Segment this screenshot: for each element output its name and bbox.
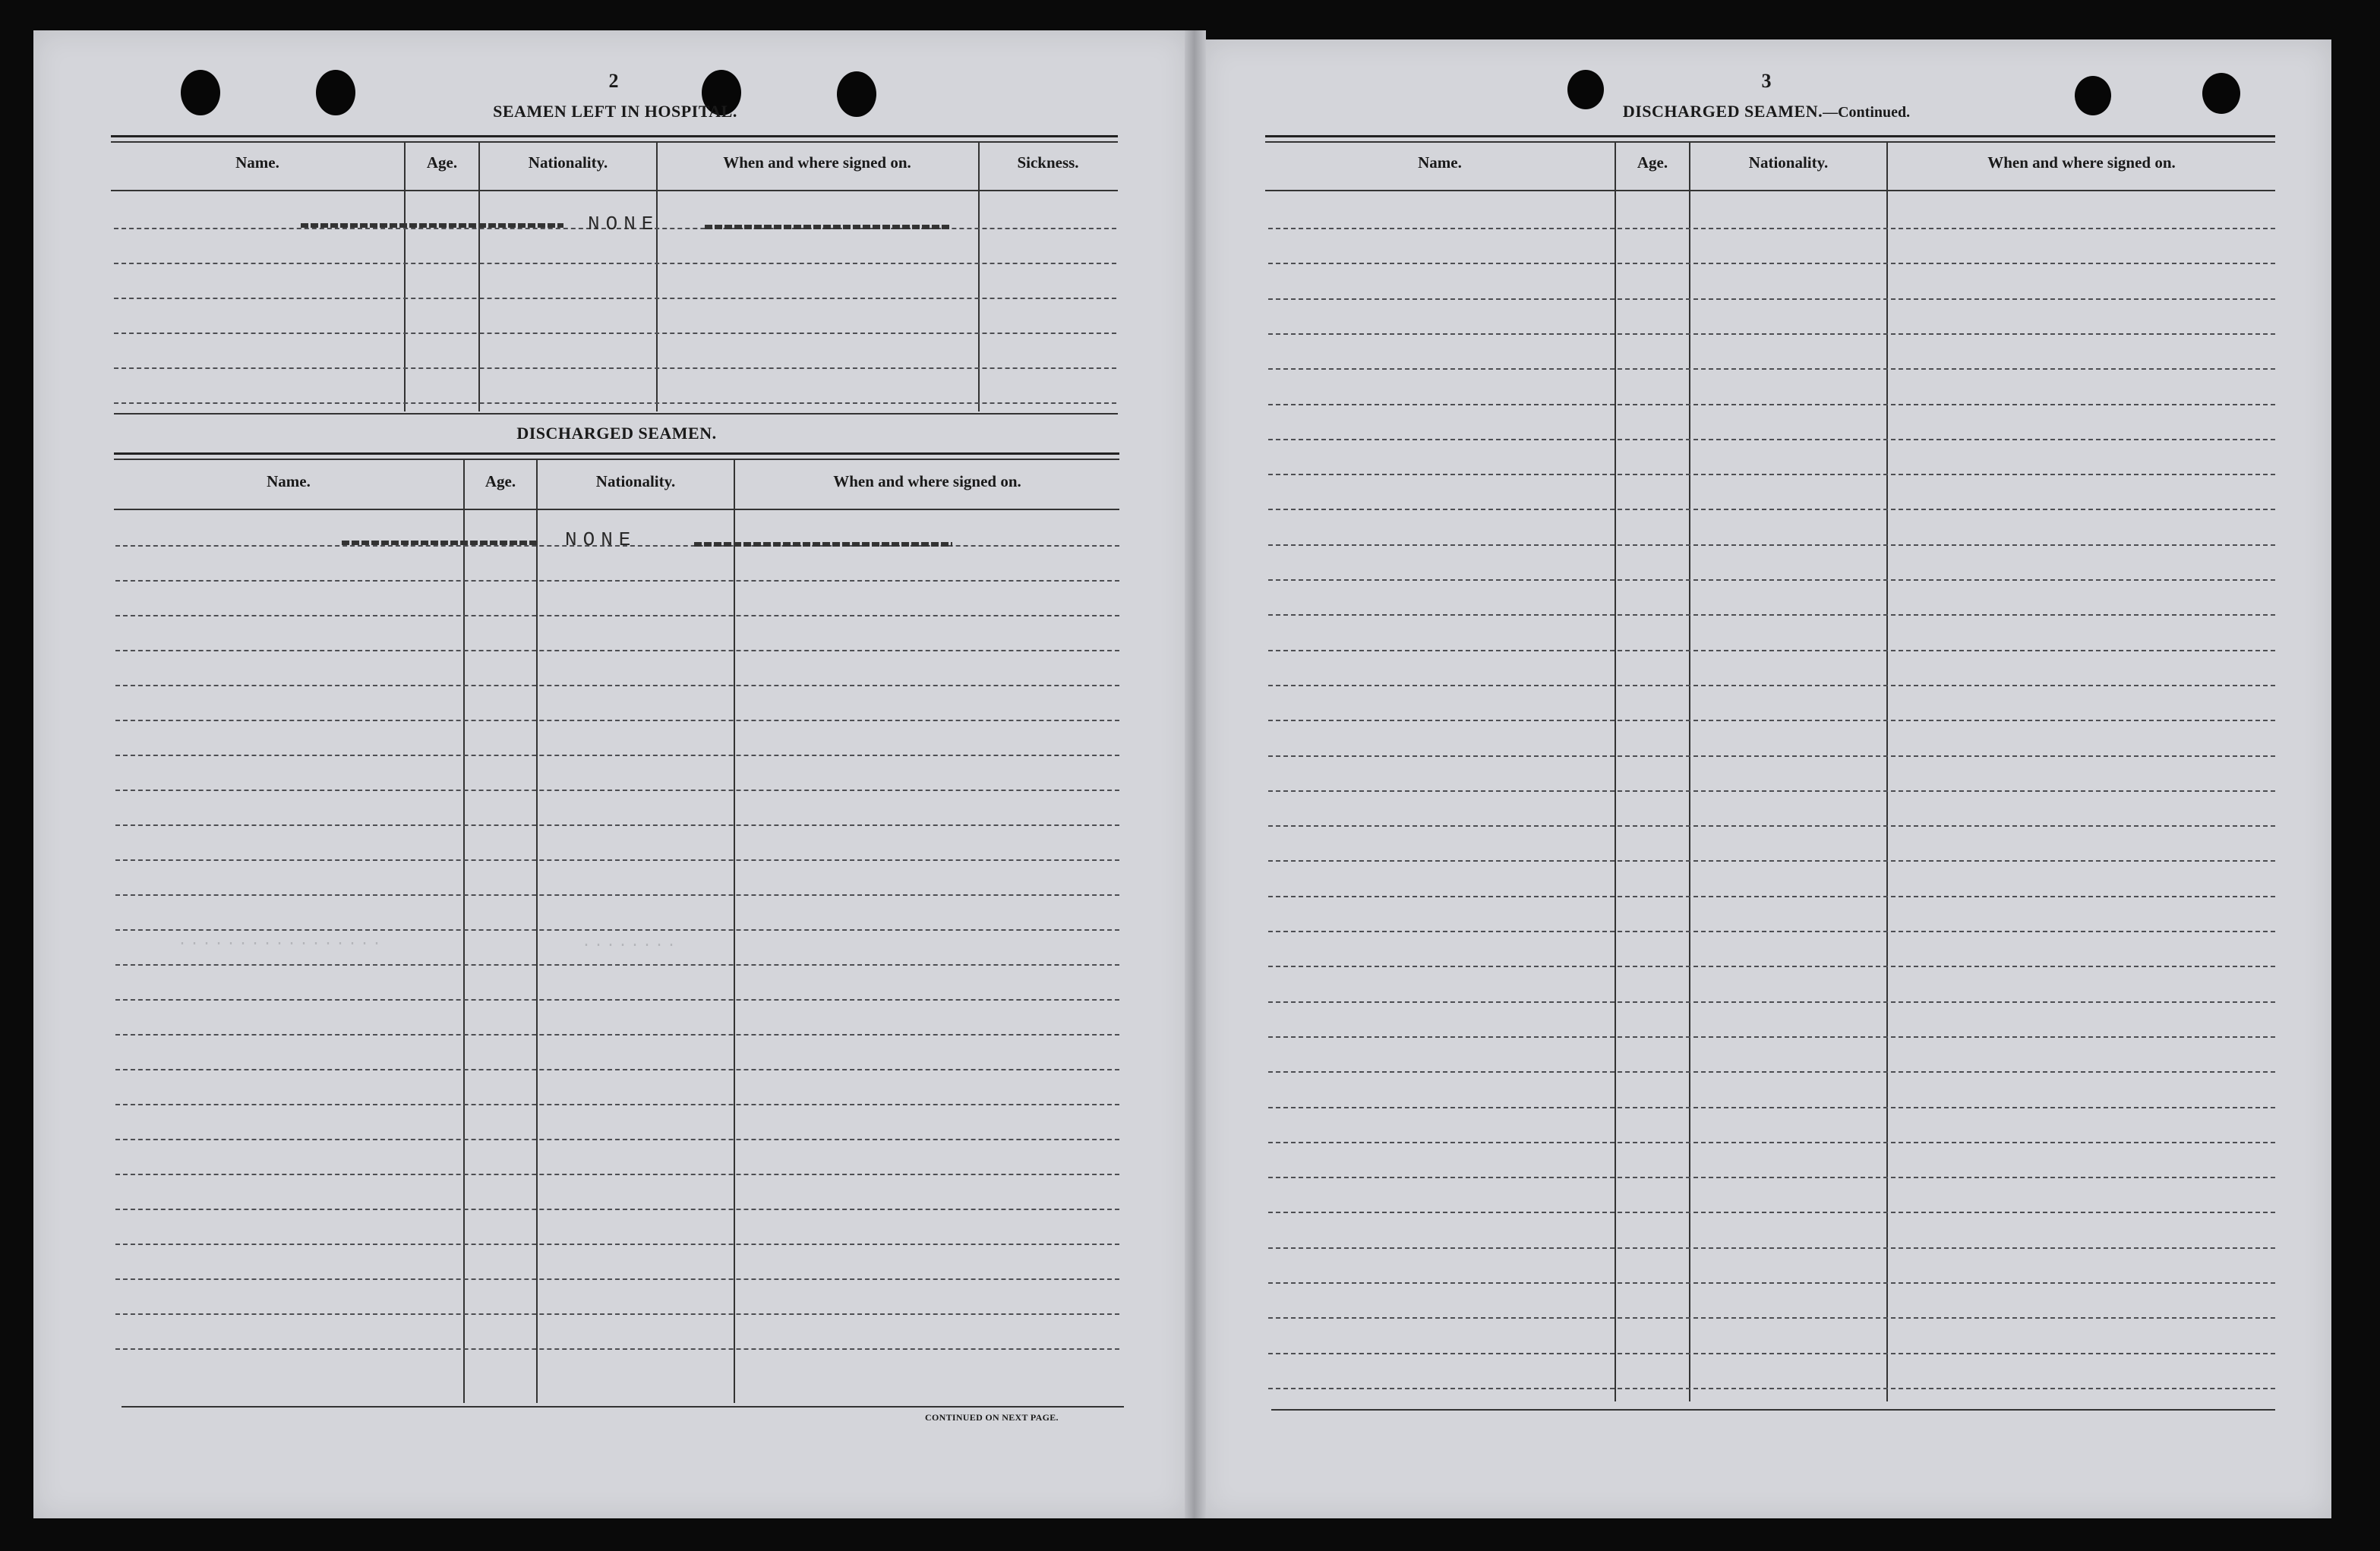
table-rule — [111, 135, 1118, 137]
entry-row — [1268, 1388, 2275, 1389]
column-divider — [463, 459, 465, 1403]
col-header-name: Name. — [267, 472, 311, 490]
entry-row — [1268, 1212, 2275, 1213]
header-underline — [111, 190, 1118, 191]
col-header-name: Name. — [1418, 153, 1462, 172]
entry-row — [115, 650, 1119, 651]
entry-row — [1268, 1177, 2275, 1178]
col-header-signed-on: When and where signed on. — [723, 153, 911, 172]
entry-row — [115, 1244, 1119, 1245]
entry-row — [1268, 1001, 2275, 1003]
col-header-age: Age. — [485, 472, 516, 490]
table-rule — [114, 459, 1119, 460]
entry-row — [1268, 368, 2275, 370]
entry-row — [115, 580, 1119, 582]
entry-row — [115, 1139, 1119, 1140]
bleed-through-mark: ................. — [178, 932, 385, 950]
entry-row — [1268, 1317, 2275, 1319]
page-number-left: 2 — [608, 70, 619, 92]
entry-row — [115, 1313, 1119, 1315]
header-underline — [114, 509, 1119, 510]
entry-row — [115, 1209, 1119, 1210]
entry-row — [1268, 755, 2275, 757]
entry-row — [115, 615, 1119, 616]
col-header-age: Age. — [426, 153, 458, 172]
strike-through-line — [301, 223, 563, 228]
header-underline — [1265, 190, 2275, 191]
title-main: DISCHARGED SEAMEN. — [1622, 102, 1823, 121]
col-header-nationality: Nationality. — [595, 472, 676, 490]
entry-row — [1268, 966, 2275, 967]
entry-row — [115, 1174, 1119, 1175]
col-header-sickness: Sickness. — [1017, 153, 1079, 172]
continued-note: CONTINUED ON NEXT PAGE. — [925, 1412, 1059, 1423]
col-header-signed-on: When and where signed on. — [1987, 153, 2176, 172]
discharged-section-title: DISCHARGED SEAMEN. — [516, 424, 717, 443]
column-divider — [656, 141, 658, 411]
punch-hole — [2075, 76, 2111, 115]
col-header-signed-on: When and where signed on. — [833, 472, 1021, 490]
right-page — [1203, 39, 2331, 1518]
entry-row — [1268, 860, 2275, 862]
entry-row — [115, 824, 1119, 826]
punch-hole — [316, 70, 355, 115]
entry-row — [115, 755, 1119, 756]
entry-row — [114, 263, 1116, 264]
entry-row — [115, 685, 1119, 686]
discharged-continued-title — [1607, 102, 1926, 121]
punch-hole — [181, 70, 220, 115]
punch-hole — [1567, 70, 1604, 109]
bleed-through-mark: ........ — [582, 934, 680, 951]
entry-row — [1268, 1142, 2275, 1143]
column-divider — [734, 459, 735, 1403]
table-rule — [1265, 135, 2275, 137]
hospital-section-title: SEAMEN LEFT IN HOSPITAL. — [493, 102, 737, 121]
entry-row — [1268, 263, 2275, 264]
entry-row — [1268, 790, 2275, 792]
col-header-nationality: Nationality. — [528, 153, 608, 172]
column-divider — [978, 141, 980, 411]
discharged-none-entry: NONE — [565, 528, 637, 551]
column-divider — [536, 459, 538, 1403]
entry-row — [115, 1069, 1119, 1070]
strike-through-line — [342, 541, 539, 545]
punch-hole — [837, 71, 876, 117]
entry-row — [114, 402, 1116, 404]
page-fold — [1185, 30, 1206, 1518]
table-rule — [1265, 141, 2275, 143]
entry-row — [114, 298, 1116, 299]
page-number-right: 3 — [1761, 70, 1772, 92]
entry-row — [1268, 1071, 2275, 1073]
col-header-age: Age. — [1637, 153, 1668, 172]
entry-row — [115, 964, 1119, 966]
entry-row — [115, 1278, 1119, 1280]
entry-row — [114, 367, 1116, 369]
table-rule — [111, 141, 1118, 143]
table-rule — [114, 452, 1119, 455]
column-divider — [478, 141, 480, 411]
entry-row — [115, 859, 1119, 861]
entry-row — [115, 790, 1119, 791]
entry-row — [1268, 931, 2275, 932]
entry-row — [1268, 825, 2275, 827]
entry-row — [1268, 439, 2275, 440]
entry-row — [1268, 614, 2275, 616]
entry-row — [1268, 333, 2275, 335]
col-header-name: Name. — [235, 153, 279, 172]
entry-row — [1268, 579, 2275, 581]
entry-row — [115, 929, 1119, 931]
entry-row — [1268, 650, 2275, 651]
entry-row — [114, 333, 1116, 334]
entry-row — [115, 999, 1119, 1001]
entry-row — [1268, 896, 2275, 897]
table-rule — [1271, 1409, 2275, 1411]
entry-row — [1268, 228, 2275, 229]
strike-through-line — [705, 225, 949, 229]
table-rule — [114, 413, 1118, 415]
entry-row — [1268, 544, 2275, 546]
table-rule — [122, 1406, 1124, 1408]
entry-row — [1268, 1282, 2275, 1284]
entry-row — [115, 1348, 1119, 1350]
entry-row — [1268, 1353, 2275, 1354]
entry-row — [1268, 685, 2275, 686]
entry-row — [115, 1104, 1119, 1105]
entry-row — [115, 894, 1119, 896]
col-header-nationality: Nationality. — [1748, 153, 1829, 172]
entry-row — [1268, 298, 2275, 300]
entry-row — [1268, 1107, 2275, 1108]
entry-row — [1268, 1036, 2275, 1038]
entry-row — [1268, 720, 2275, 721]
column-divider — [404, 141, 406, 411]
left-page — [33, 30, 1188, 1518]
strike-through-line — [694, 542, 952, 547]
title-suffix: —Continued. — [1823, 104, 1911, 121]
punch-hole — [2202, 73, 2240, 114]
entry-row — [115, 720, 1119, 721]
entry-row — [1268, 404, 2275, 405]
entry-row — [1268, 509, 2275, 510]
hospital-none-entry: NONE — [588, 213, 660, 235]
entry-row — [1268, 474, 2275, 475]
entry-row — [115, 1034, 1119, 1036]
entry-row — [1268, 1247, 2275, 1249]
